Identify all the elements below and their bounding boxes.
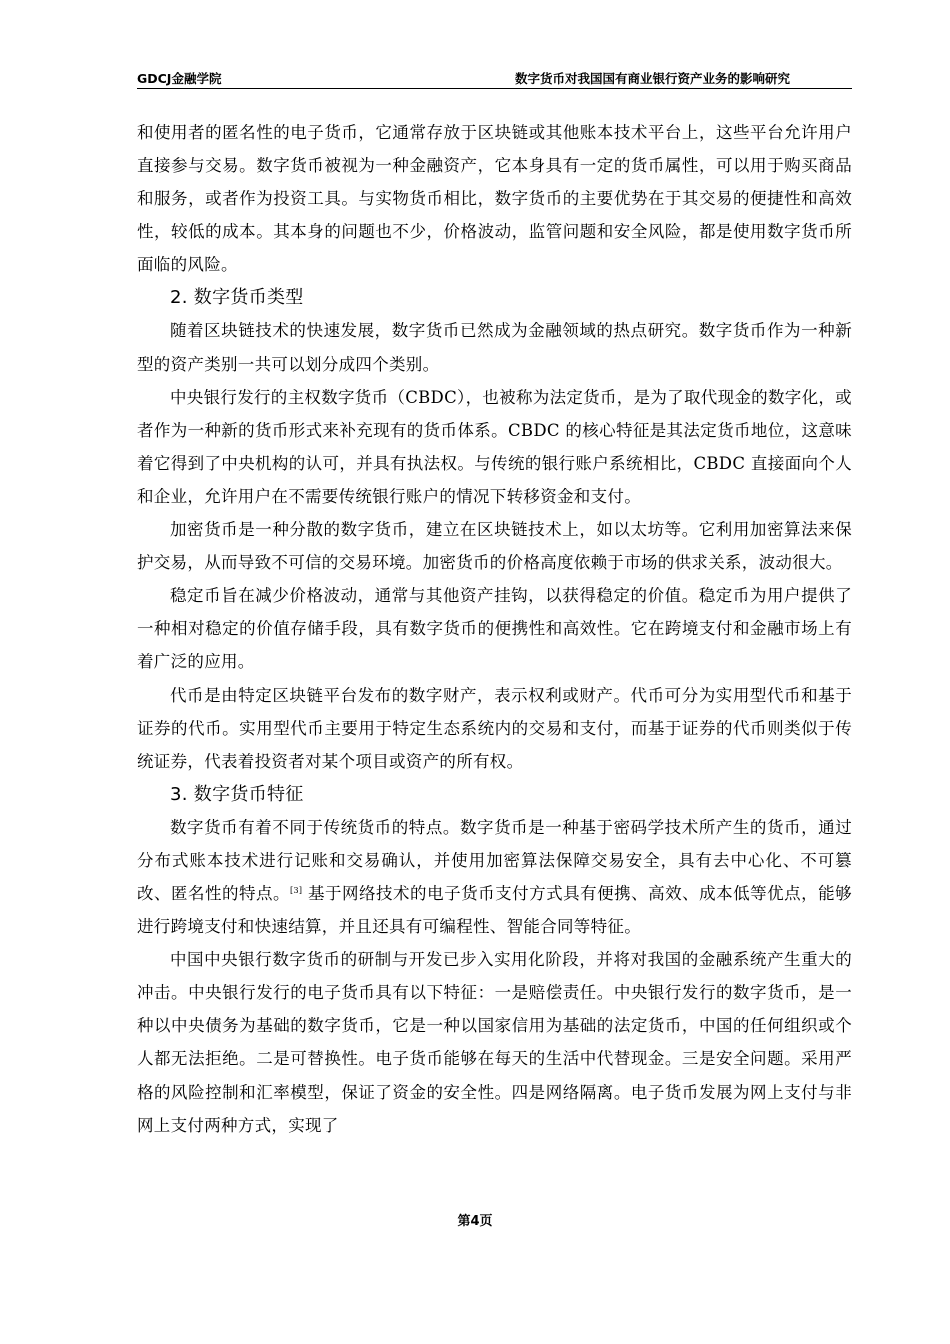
paragraph-text: 数字货币有着不同于传统货币的特点。数字货币是一种基于密码学技术所产生的货币，通过分布式账本技术进行记账和交易确认，并使用加密算法保障交易安全，具有去中心化、不可篡改、匿名性的特点。 [137, 817, 852, 903]
section-heading: 3. 数字货币特征 [170, 783, 304, 805]
header-rule [137, 88, 852, 89]
page-number: 第4页 [457, 1214, 493, 1229]
section-heading: 2. 数字货币类型 [170, 287, 304, 309]
document-body [137, 116, 852, 1142]
paragraph: 和使用者的匿名性的电子货币，它通常存放于区块链或其他账本技术平台上，这些平台允许用户直接参与交易。数字货币被视为一种金融资产，它本身具有一定的货币属性，可以用于购买商品和服务，或者作为投资工具。与实物货币相比，数字货币的主要优势在于其交易的便捷性和高效性，较低的成本。其本身的问题也不少，价格波动，监管问题和安全风险，都是使用数字货币所面临的风险。 [137, 123, 852, 275]
paragraph: 中国中央银行数字货币的研制与开发已步入实用化阶段，并将对我国的金融系统产生重大的冲击。中央银行发行的电子货币具有以下特征：一是赔偿责任。中央银行发行的数字货币，是一种以中央债务为基础的数字货币，它是一种以国家信用为基础的法定货币，中国的任何组织或个人都无法拒绝。二是可替换性。电子货币能够在每天的生活中代替现金。三是安全问题。采用严格的风险控制和汇率模型，保证了资金的安全性。四是网络隔离。电子货币发展为网上支付与非网上支付两种方式，实现了 [137, 950, 852, 1135]
paragraph: 加密货币是一种分散的数字货币，建立在区块链技术上，如以太坊等。它利用加密算法来保护交易，从而导致不可信的交易环境。加密货币的价格高度依赖于市场的供求关系，波动很大。 [137, 520, 852, 573]
paragraph: 中央银行发行的主权数字货币（CBDC），也被称为法定货币，是为了取代现金的数字化，或者作为一种新的货币形式来补充现有的货币体系。CBDC 的核心特征是其法定货币地位，这意味着它得到了中央机构的认可，并具有执法权。与传统的银行账户系统相比，CBDC 直接面向个人和企业，允许用户在不需要传统银行账户的情况下转移资金和支付。 [137, 387, 852, 506]
paragraph: 稳定币旨在减少价格波动，通常与其他资产挂钩，以获得稳定的价值。稳定币为用户提供了一种相对稳定的价值存储手段，具有数字货币的便携性和高效性。它在跨境支付和金融市场上有着广泛的应用。 [137, 586, 852, 672]
paragraph-text: 基于网络技术的电子货币支付方式具有便携、高效、成本低等优点，能够进行跨境支付和快速结算，并且还具有可编程性、智能合同等特征。 [137, 883, 852, 937]
paragraph: 随着区块链技术的快速发展，数字货币已然成为金融领域的热点研究。数字货币作为一种新型的资产类别一共可以划分成四个类别。 [137, 321, 852, 374]
page-header [137, 66, 852, 86]
paragraph [137, 811, 852, 943]
citation-ref: [3] [290, 885, 303, 895]
header-institution: GDCJ金融学院 [137, 71, 222, 86]
paragraph: 代币是由特定区块链平台发布的数字财产，表示权利或财产。代币可分为实用型代币和基于证券的代币。实用型代币主要用于特定生态系统内的交易和支付，而基于证券的代币则类似于传统证券，代表着投资者对某个项目或资产的所有权。 [137, 685, 852, 771]
header-title: 数字货币对我国国有商业银行资产业务的影响研究 [514, 71, 790, 86]
